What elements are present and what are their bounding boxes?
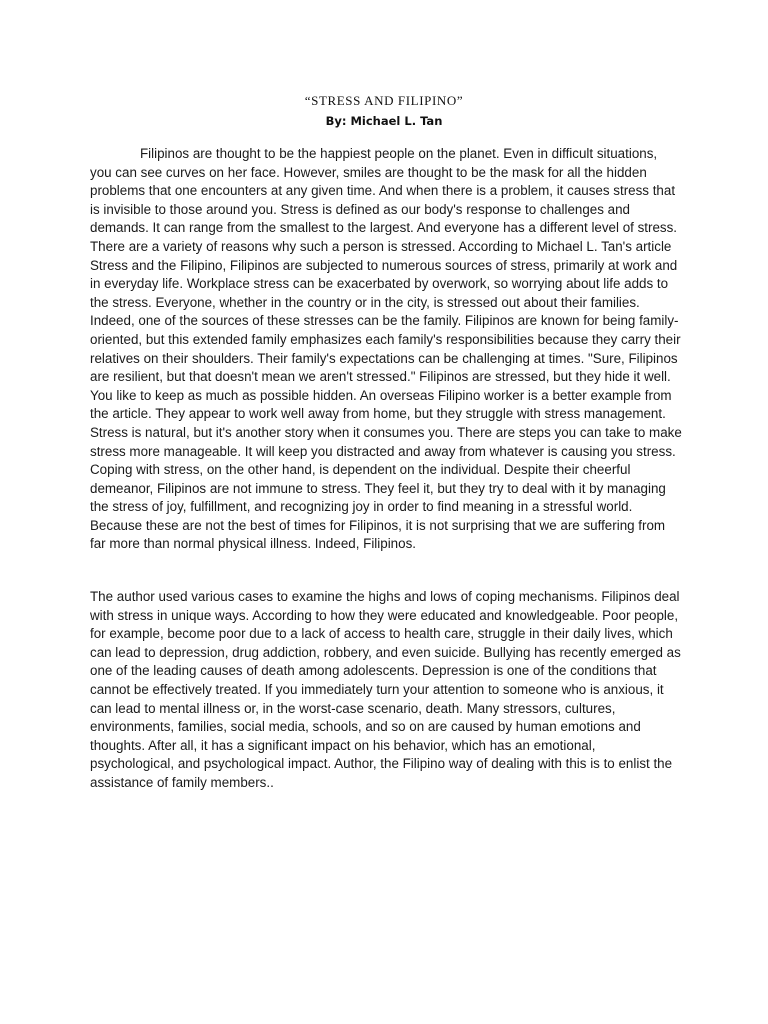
body-paragraph-2: The author used various cases to examine the highs and lows of coping mechanisms. Filipinos deal with stress in unique ways. According to how they were educated and knowledgeable. Poor people, for example, become poor due to a lack of access to health care, struggle in their daily lives, which can lead to depression, drug addiction, robbery, and even suicide. Bullying has recently emerged as one of the leading causes of death among adolescents. Depression is one of the conditions that cannot be effectively treated. If you immediately turn your attention to someone who is anxious, it can lead to mental illness or, in the worst-case scenario, death. Many stressors, cultures, environments, families, social media, schools, and so on are caused by human emotions and thoughts. After all, it has a significant impact on his behavior, which has an emotional, psychological, and psychological impact. Author, the Filipino way of dealing with this is to enlist the assistance of family members.. (90, 589, 681, 790)
document-title: “STRESS AND FILIPINO” (304, 93, 464, 108)
body-paragraph-1: Filipinos are thought to be the happiest people on the planet. Even in difficult situations, you can see curves on her face. However, smiles are thought to be the mask for all the hidden problems that one encounters at any given time. And when there is a problem, it causes stress that is invisible to those around you. Stress is defined as our body's response to challenges and demands. It can range from the smallest to the largest. And everyone has a different level of stress. There are a variety of reasons why such a person is stressed. According to Michael L. Tan's article Stress and the Filipino, Filipinos are subjected to numerous sources of stress, primarily at work and in everyday life. Workplace stress can be exacerbated by overwork, so worrying about life adds to the stress. Everyone, whether in the country or in the city, is stressed out about their families. Indeed, one of the sources of these stresses can be the family. Filipinos are known for being family-oriented, but this extended family emphasizes each family's responsibilities because they carry their relatives on their shoulders. Their family's expectations can be challenging at times. "Sure, Filipinos are resilient, but that doesn't mean we aren't stressed." Filipinos are stressed, but they hide it well. You like to keep as much as possible hidden. An overseas Filipino worker is a better example from the article. They appear to work well away from home, but they struggle with stress management. Stress is natural, but it's another story when it consumes you. There are steps you can take to make stress more manageable. It will keep you distracted and away from whatever is causing you stress. Coping with stress, on the other hand, is dependent on the individual. Despite their cheerful demeanor, Filipinos are not immune to stress. They feel it, but they try to deal with it by managing the stress of joy, fulfillment, and recognizing joy in order to find meaning in a stressful world. Because these are not the best of times for Filipinos, it is not surprising that we are suffering from far more than normal physical illness. Indeed, Filipinos. (90, 146, 682, 552)
document-byline: By: Michael L. Tan (325, 114, 443, 128)
